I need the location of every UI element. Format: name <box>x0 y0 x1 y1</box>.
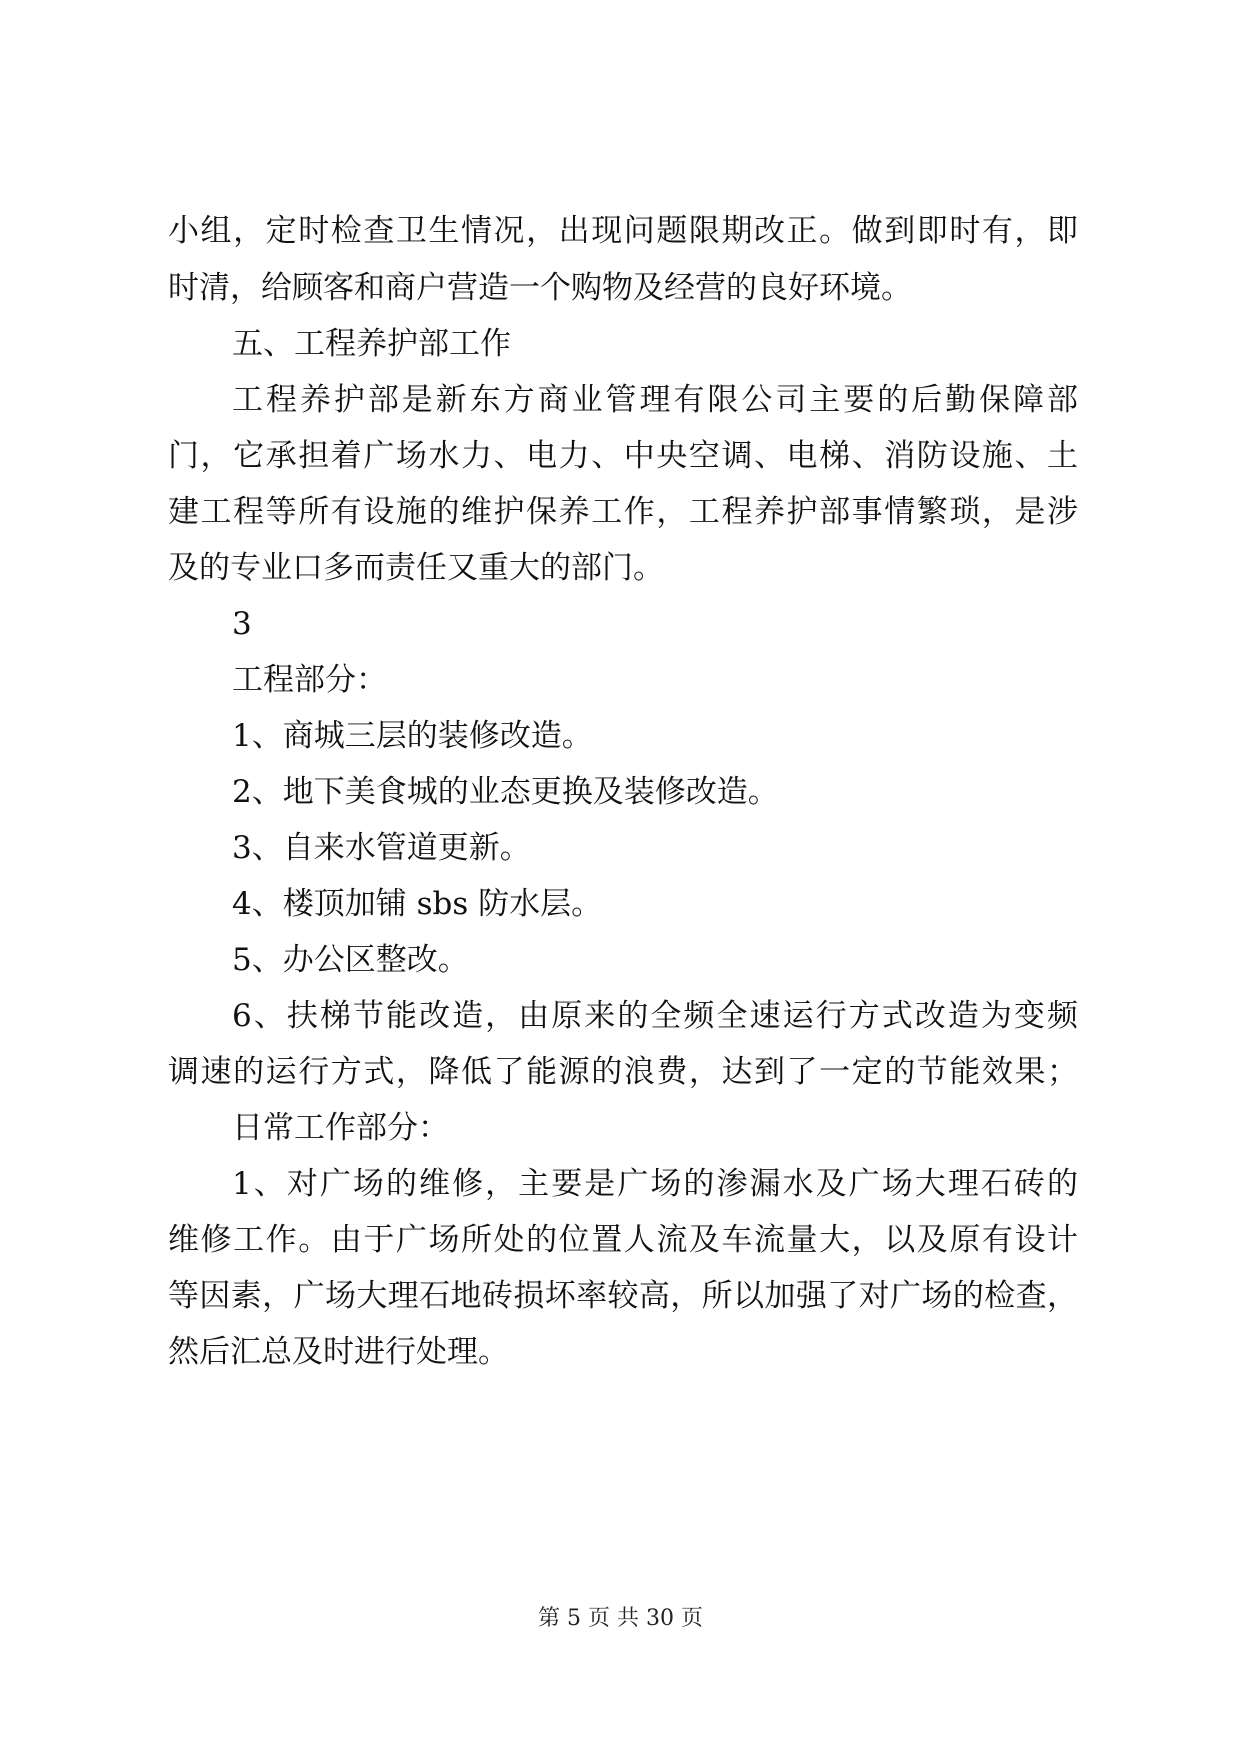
page-number-footer: 第 5 页 共 30 页 <box>538 1606 703 1631</box>
paragraph-line: 调速的运行方式，降低了能源的浪费，达到了一定的节能效果； <box>168 1054 1078 1090</box>
paragraph-line: 工程养护部是新东方商业管理有限公司主要的后勤保障部 <box>232 382 1078 418</box>
paragraph-line: 建工程等所有设施的维护保养工作，工程养护部事情繁琐，是涉 <box>168 494 1078 530</box>
list-item: 5、办公区整改。 <box>232 942 469 978</box>
list-item: 1、商城三层的装修改造。 <box>232 718 593 754</box>
paragraph-line: 然后汇总及时进行处理。 <box>168 1334 509 1370</box>
list-item: 3、自来水管道更新。 <box>232 830 531 866</box>
list-item: 1、对广场的维修，主要是广场的渗漏水及广场大理石砖的 <box>232 1166 1078 1202</box>
list-item: 6、扶梯节能改造，由原来的全频全速运行方式改造为变频 <box>232 998 1078 1034</box>
paragraph-line: 时清，给顾客和商户营造一个购物及经营的良好环境。 <box>168 270 912 306</box>
section-heading: 五、工程养护部工作 <box>232 326 511 362</box>
paragraph-line: 及的专业口多而责任又重大的部门。 <box>168 550 664 586</box>
list-item: 2、地下美食城的业态更换及装修改造。 <box>232 774 779 810</box>
subsection-heading: 日常工作部分： <box>232 1110 449 1146</box>
paragraph-line: 小组，定时检查卫生情况，出现问题限期改正。做到即时有，即 <box>168 213 1078 249</box>
paragraph-line: 3 <box>232 606 252 642</box>
subsection-heading: 工程部分： <box>232 662 387 698</box>
paragraph-line: 维修工作。由于广场所处的位置人流及车流量大，以及原有设计 <box>168 1222 1078 1258</box>
paragraph-line: 等因素，广场大理石地砖损坏率较高，所以加强了对广场的检查， <box>168 1278 1078 1314</box>
paragraph-line: 门，它承担着广场水力、电力、中央空调、电梯、消防设施、土 <box>168 438 1078 474</box>
list-item: 4、楼顶加铺 sbs 防水层。 <box>232 886 603 922</box>
